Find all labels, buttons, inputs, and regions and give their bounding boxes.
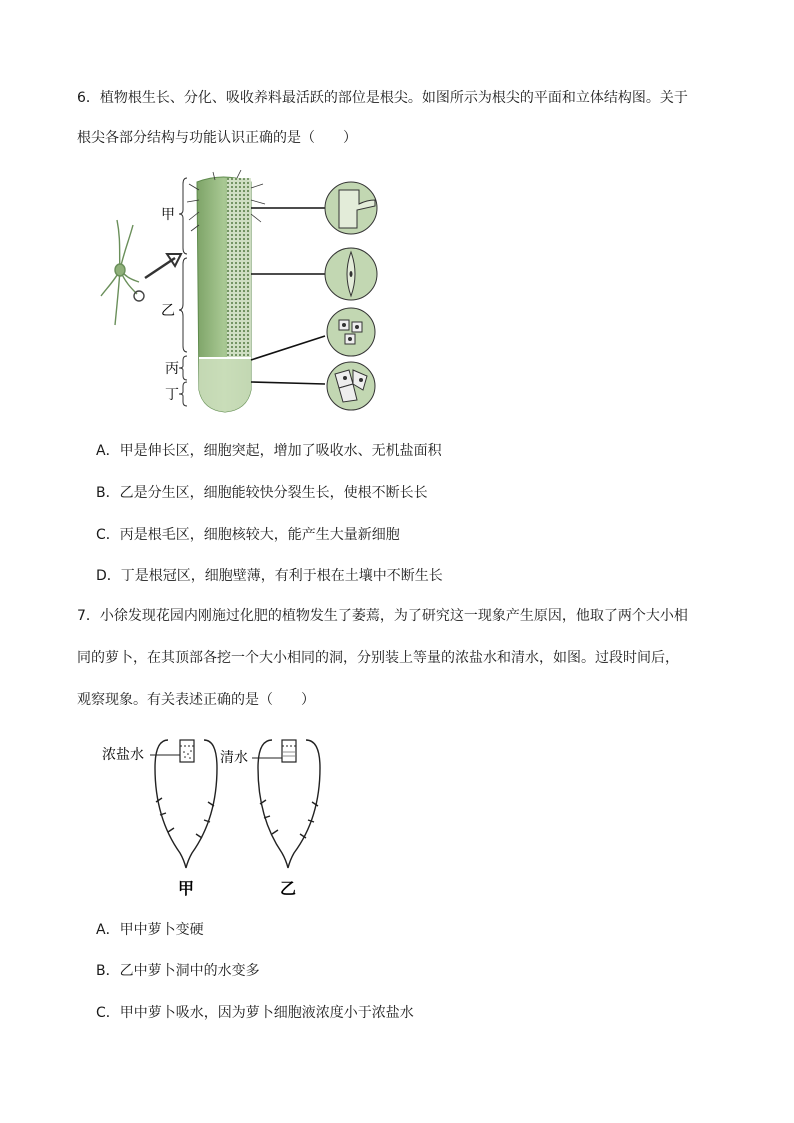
q6-stem-line2: 根尖各部分结构与功能认识正确的是（ ）	[77, 130, 357, 146]
root-body	[187, 170, 265, 412]
q6-option-c[interactable]: C．丙是根毛区，细胞核较大，能产生大量新细胞	[96, 527, 400, 543]
cell-detail-2	[325, 248, 377, 300]
label-concentrated-salt-water: 浓盐水	[102, 747, 144, 763]
region-brackets	[179, 178, 187, 406]
q6-option-a[interactable]: A．甲是伸长区，细胞突起，增加了吸收水、无机盐面积	[96, 443, 442, 459]
label-bing: 丙	[165, 361, 179, 377]
label-jia: 甲	[161, 207, 175, 223]
q7-stem-line3: 观察现象。有关表述正确的是（ ）	[77, 692, 315, 708]
q6-stem-line1: 6．植物根生长、分化、吸收养料最活跃的部位是根尖。如图所示为根尖的平面和立体结构图。关于	[77, 90, 688, 106]
label-radish-jia: 甲	[178, 879, 195, 898]
q7-stem-line1: 7．小徐发现花园内刚施过化肥的植物发生了萎蔫，为了研究这一现象产生原因，他取了两个大小相	[77, 608, 688, 624]
label-radish-yi: 乙	[280, 879, 297, 898]
label-ding: 丁	[165, 387, 179, 403]
root-tip-figure	[95, 170, 395, 420]
cell-detail-1	[325, 182, 377, 234]
cell-detail-4	[327, 362, 375, 410]
cell-detail-3	[327, 308, 375, 356]
hole-left	[180, 740, 194, 762]
label-yi: 乙	[161, 303, 175, 319]
hole-right	[282, 740, 296, 762]
q6-option-b[interactable]: B．乙是分生区，细胞能较快分裂生长，使根不断长长	[96, 485, 428, 501]
arrow-icon	[145, 254, 181, 278]
seedling-sketch	[101, 220, 144, 325]
q7-stem-line2: 同的萝卜，在其顶部各挖一个大小相同的洞，分别装上等量的浓盐水和清水，如图。过段时间后，	[77, 650, 679, 666]
q7-option-a[interactable]: A．甲中萝卜变硬	[96, 922, 204, 938]
label-clear-water: 清水	[220, 750, 248, 766]
q7-option-c[interactable]: C．甲中萝卜吸水，因为萝卜细胞液浓度小于浓盐水	[96, 1005, 414, 1021]
q7-option-b[interactable]: B．乙中萝卜洞中的水变多	[96, 963, 260, 979]
radish-figure	[100, 728, 340, 898]
q6-option-d[interactable]: D．丁是根冠区，细胞壁薄，有利于根在土壤中不断生长	[96, 568, 443, 584]
